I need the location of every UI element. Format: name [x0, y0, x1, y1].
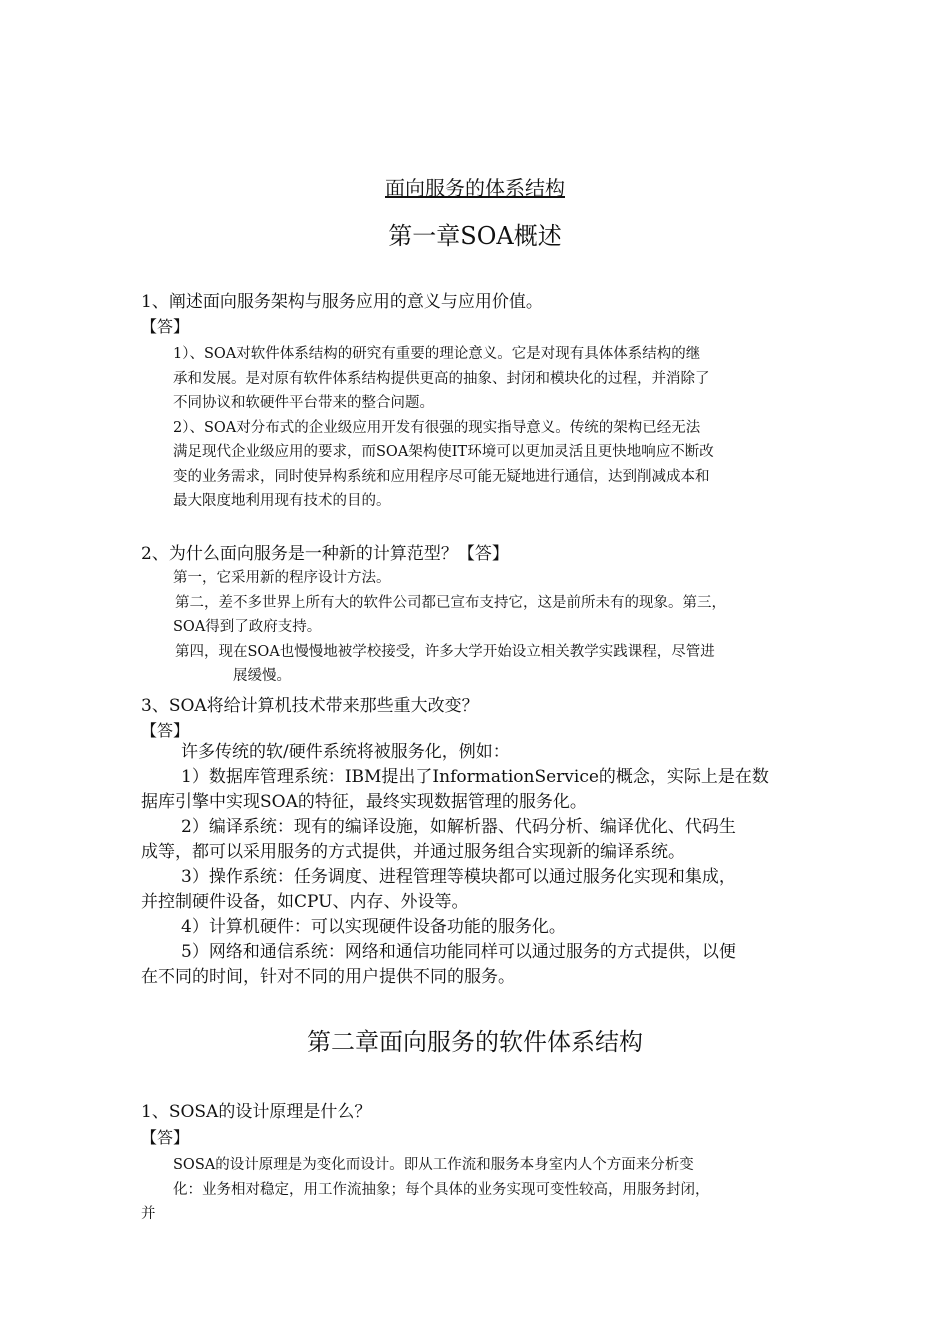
ch2-q1-question: 1、SOSA的设计原理是什么？ [141, 1102, 372, 1122]
ch1-q1-answer [173, 342, 714, 514]
answer-line: 承和发展。是对原有软件体系结构提供更高的抽象、封闭和模块化的过程，并消除了 [173, 370, 710, 387]
ch1-q3-question: 3、SOA将给计算机技术带来那些重大改变？ [141, 696, 479, 716]
answer-line: 2）编译系统：现有的编译设施，如解析器、代码分析、编译优化、代码生 [181, 817, 736, 837]
answer-line: 化：业务相对稳定，用工作流抽象；每个具体的业务实现可变性较高，用服务封闭， [173, 1181, 710, 1198]
answer-line: 第一，它采用新的程序设计方法。 [173, 570, 391, 586]
document-title: 面向服务的体系结构 [385, 176, 565, 200]
ch1-q1-question: 1、阐述面向服务架构与服务应用的意义与应用价值。 [141, 292, 543, 312]
answer-line: 展缓慢。 [233, 668, 291, 684]
answer-line: 5）网络和通信系统：网络和通信功能同样可以通过服务的方式提供，以便 [181, 942, 736, 962]
answer-line: 在不同的时间，针对不同的用户提供不同的服务。 [141, 967, 515, 987]
answer-line: 变的业务需求，同时使异构系统和应用程序尽可能无疑地进行通信，达到削减成本和 [173, 468, 710, 485]
answer-line: 最大限度地利用现有技术的目的。 [173, 493, 391, 509]
answer-line: 据库引擎中实现SOA的特征，最终实现数据管理的服务化。 [141, 792, 587, 812]
answer-line: 1）、SOA对软件体系结构的研究有重要的理论意义。它是对现有具体体系结构的继 [173, 346, 701, 362]
answer-line: 2）、SOA对分布式的企业级应用开发有很强的现实指导意义。传统的架构已经无法 [173, 419, 701, 436]
answer-line: 成等，都可以采用服务的方式提供，并通过服务组合实现新的编译系统。 [141, 842, 685, 862]
answer-line: 并控制硬件设备，如CPU、内存、外设等。 [141, 892, 469, 912]
ch1-q3-answer [141, 740, 769, 990]
chapter-1-title: 第一章SOA概述 [388, 222, 562, 250]
answer-line: 许多传统的软/硬件系统将被服务化，例如： [181, 742, 510, 762]
ch1-q3-answer-tag: 【答】 [141, 721, 190, 740]
answer-line: 1）数据库管理系统：IBM提出了InformationService的概念，实际上是在数 [181, 767, 769, 787]
answer-line: SOSA的设计原理是为变化而设计。即从工作流和服务本身室内人个方面来分析变 [173, 1157, 694, 1173]
chapter-2-title: 第二章面向服务的软件体系结构 [307, 1028, 643, 1056]
answer-line: 不同协议和软硬件平台带来的整合问题。 [173, 395, 434, 411]
ch1-q2-answer [173, 566, 726, 689]
ch2-q1-answer [141, 1153, 710, 1227]
ch1-q2-question: 2、为什么面向服务是一种新的计算范型？【答】 [141, 544, 509, 564]
answer-line: 3）操作系统：任务调度、进程管理等模块都可以通过服务化实现和集成， [181, 867, 736, 887]
answer-line: 并 [141, 1206, 156, 1222]
ch2-q1-answer-tag: 【答】 [141, 1128, 190, 1147]
ch1-q1-answer-tag: 【答】 [141, 317, 190, 336]
answer-line: 第四，现在SOA也慢慢地被学校接受，许多大学开始设立相关教学实践课程，尽管进 [175, 643, 715, 660]
answer-line: 第二，差不多世界上所有大的软件公司都已宣布支持它，这是前所未有的现象。第三， [175, 594, 726, 611]
answer-line: 4）计算机硬件：可以实现硬件设备功能的服务化。 [181, 917, 566, 937]
answer-line: SOA得到了政府支持。 [173, 619, 322, 635]
answer-line: 满足现代企业级应用的要求，而SOA架构使IT环境可以更加灵活且更快地响应不断改 [173, 444, 714, 460]
